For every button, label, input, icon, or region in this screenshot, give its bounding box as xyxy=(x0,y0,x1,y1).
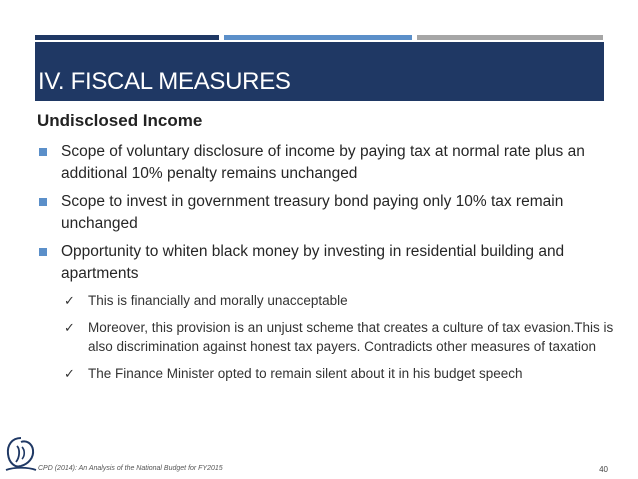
sub-bullet-text: This is financially and morally unacceptable xyxy=(88,293,348,308)
cpd-logo-icon xyxy=(4,435,38,475)
sub-bullet-item xyxy=(37,291,617,310)
square-bullet-icon xyxy=(39,148,47,156)
square-bullet-icon xyxy=(39,198,47,206)
bullet-item xyxy=(37,141,617,185)
top-stripe-blue xyxy=(224,35,412,40)
checkmark-icon: ✓ xyxy=(64,366,75,381)
top-stripe-gray xyxy=(417,35,603,40)
bullet-item xyxy=(37,241,617,285)
square-bullet-icon xyxy=(39,248,47,256)
bullet-text: Opportunity to whiten black money by investing in residential building and apartments xyxy=(61,243,565,282)
bullet-list xyxy=(37,141,617,391)
slide-title: IV. FISCAL MEASURES xyxy=(38,68,291,95)
section-subheading: Undisclosed Income xyxy=(37,111,203,130)
bullet-text: Scope to invest in government treasury bond paying only 10% tax remain unchanged xyxy=(61,193,564,232)
footer-citation: CPD (2014): An Analysis of the National Budget for FY2015 xyxy=(38,465,223,472)
bullet-item xyxy=(37,191,617,235)
title-bar xyxy=(35,42,604,101)
sub-bullet-text: Moreover, this provision is an unjust scheme that creates a culture of tax evasion.This is also discrimination against honest tax payers. Contradicts other measures of taxation xyxy=(88,320,614,354)
sub-bullet-text: The Finance Minister opted to remain silent about it in his budget speech xyxy=(88,366,523,381)
top-stripe-navy xyxy=(35,35,219,40)
bullet-text: Scope of voluntary disclosure of income by paying tax at normal rate plus an additional 10% penalty remains unchanged xyxy=(61,143,585,182)
checkmark-icon: ✓ xyxy=(64,320,75,335)
page-number: 40 xyxy=(599,465,608,474)
checkmark-icon: ✓ xyxy=(64,293,75,308)
sub-bullet-item xyxy=(37,364,617,383)
sub-bullet-item xyxy=(37,318,617,356)
